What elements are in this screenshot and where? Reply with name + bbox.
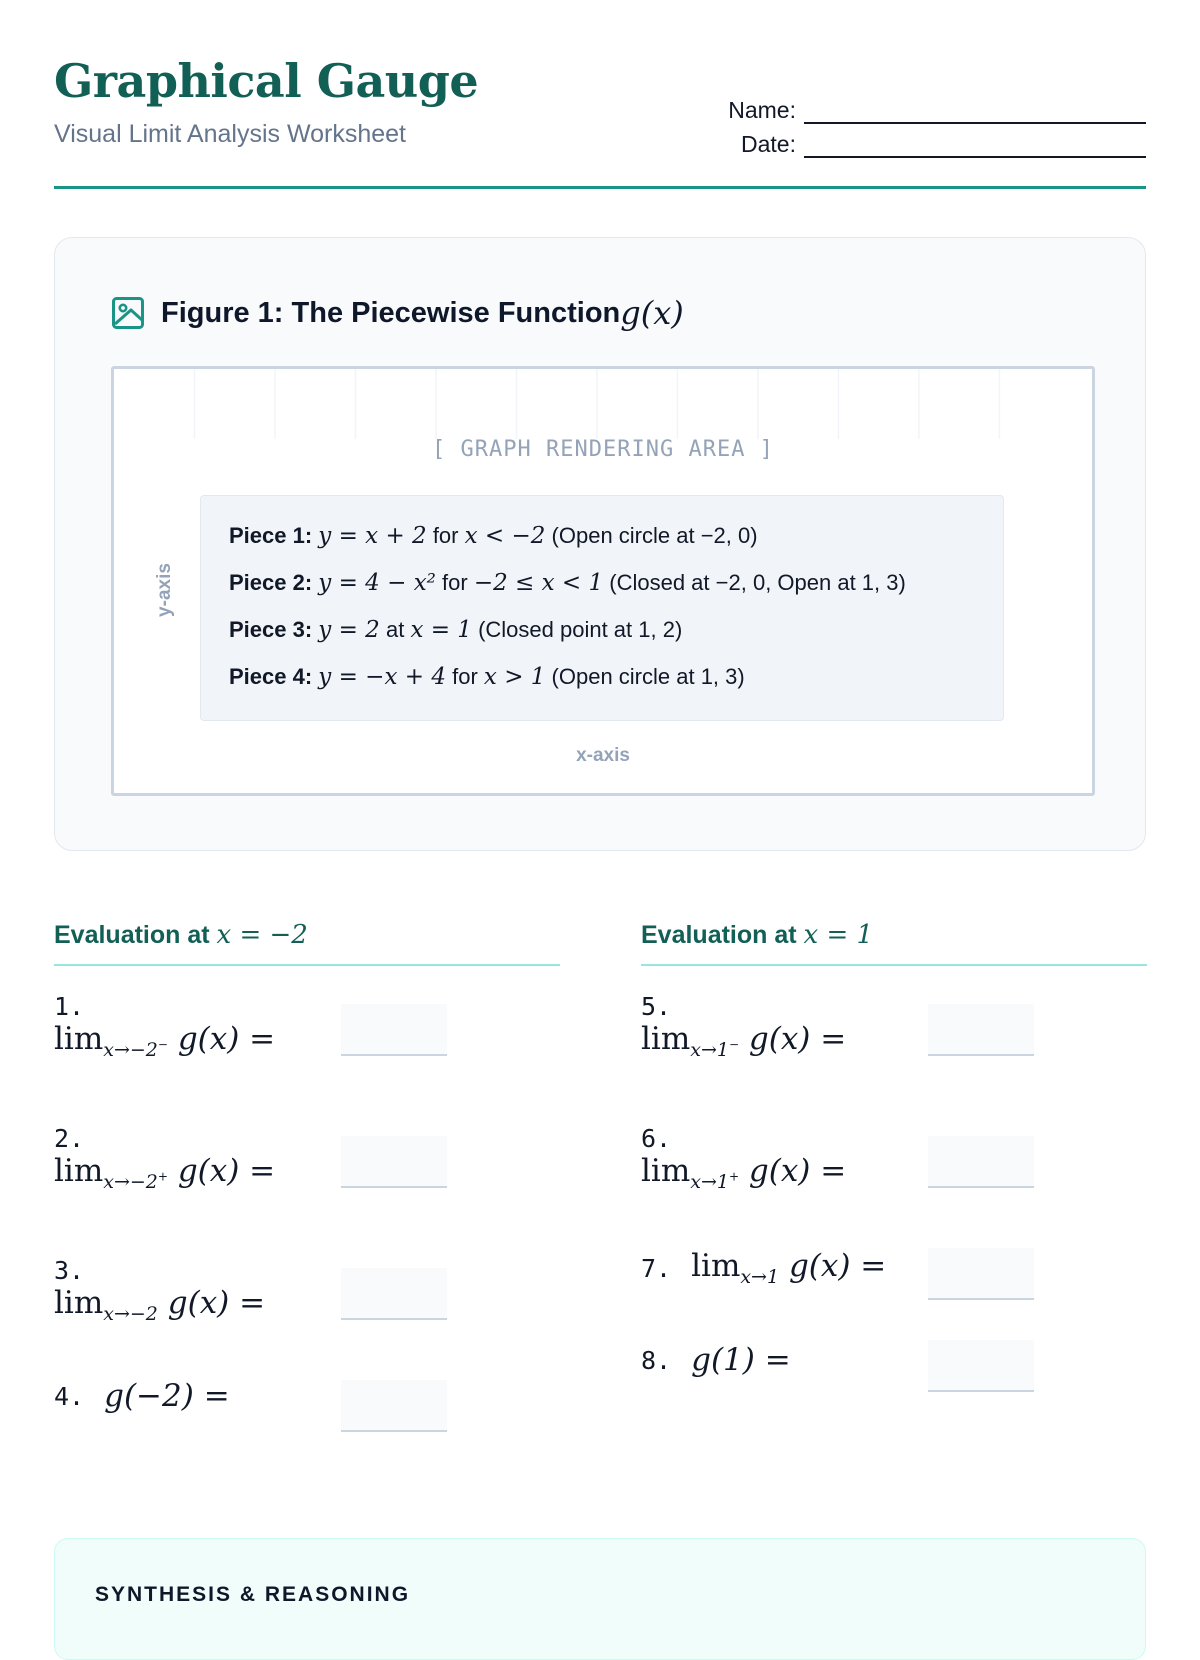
question-expression [691,1248,886,1288]
question-number: 2. [54,1124,85,1153]
piece-label: Piece 1: [229,523,313,548]
question-7 [641,1248,886,1288]
evaluation-section-left [54,920,560,1414]
question-expression [54,1285,265,1325]
answer-box-4[interactable] [341,1380,447,1432]
question-expression [641,1021,846,1061]
image-icon [111,296,145,330]
question-8 [641,1342,791,1378]
section-heading-math: x = 1 [803,920,874,950]
date-label: Date: [741,131,796,157]
question-expression [104,1378,230,1414]
function-expression: g(x) = [177,1153,276,1189]
question-2 [54,1124,275,1193]
answer-box-7[interactable] [928,1248,1034,1300]
piece-equation: y = −x + 4 [318,664,446,690]
limit-operator: lim [641,1021,691,1057]
limit-operator: lim [54,1021,104,1057]
question-number: 5. [641,992,672,1021]
answer-box-6[interactable] [928,1136,1034,1188]
piece-condition: −2 ≤ x < 1 [473,570,604,596]
limit-approach: x→−2 [103,1039,158,1062]
question-6 [641,1124,846,1193]
function-expression: g(x) = [177,1021,276,1057]
piece-label: Piece 4: [229,664,313,689]
answer-box-5[interactable] [928,1004,1034,1056]
piece-note: (Open circle at −2, 0) [551,523,758,548]
limit-operator: lim [691,1248,741,1284]
question-number: 1. [54,992,85,1021]
name-field-row [726,90,1146,124]
figure-heading [111,294,684,332]
graph-placeholder-text: [ GRAPH RENDERING AREA ] [432,437,774,462]
limit-operator: lim [641,1153,691,1189]
limit-operator: lim [54,1285,104,1321]
section-heading-text: Evaluation at [54,921,210,949]
section-heading-text: Evaluation at [641,921,797,949]
question-expression [54,1021,275,1061]
question-number: 8. [641,1345,672,1375]
student-fields [726,90,1146,158]
function-expression: g(x) = [788,1248,887,1284]
piece-label: Piece 2: [229,570,313,595]
piece-note: (Open circle at 1, 3) [551,664,745,689]
figure-function-name: g(x) [620,294,684,332]
piece-condition-word: for [452,664,478,689]
piece-label: Piece 3: [229,617,313,642]
grid-lines [114,369,1092,439]
limit-approach: x→−2 [103,1171,158,1194]
piece-equation: y = 4 − x² [318,570,436,596]
limit-side: − [728,1037,740,1052]
section-heading-math: x = −2 [216,920,308,950]
limit-approach: x→1 [740,1266,780,1289]
name-field[interactable] [804,100,1146,124]
piece-equation: y = 2 [318,617,380,643]
question-5 [641,992,846,1061]
function-expression: g(x) = [748,1153,847,1189]
worksheet-header [54,0,1146,189]
piece-3 [229,612,1003,659]
limit-side: − [157,1037,168,1052]
limit-operator: lim [54,1153,104,1189]
function-expression: g(x) = [748,1021,847,1057]
piece-2 [229,565,1003,612]
answer-box-8[interactable] [928,1340,1034,1392]
limit-approach: x→1 [690,1039,729,1062]
function-expression: g(−2) = [104,1378,230,1414]
question-3 [54,1256,265,1325]
piece-condition: x = 1 [410,617,472,643]
worksheet-page [54,0,1146,1606]
figure-title: Figure 1: The Piecewise Function [161,296,621,329]
limit-side: + [728,1169,740,1184]
piece-condition: x > 1 [483,664,546,690]
x-axis-label: x-axis [576,745,630,766]
piece-4 [229,659,1003,706]
graph-area [111,366,1095,796]
function-expression: g(1) = [691,1342,791,1378]
question-1 [54,992,275,1061]
piece-note: (Closed point at 1, 2) [478,617,683,642]
piece-note: (Closed at −2, 0, Open at 1, 3) [609,570,906,595]
answer-box-3[interactable] [341,1268,447,1320]
section-heading [641,920,1147,966]
piece-equation: y = x + 2 [318,523,427,549]
date-field-row [726,124,1146,158]
question-expression [641,1153,846,1193]
section-heading [54,920,560,966]
y-axis-label: y-axis [153,563,175,617]
piece-condition-word: for [432,523,459,548]
name-label: Name: [728,97,796,123]
synthesis-title: SYNTHESIS & REASONING [95,1583,411,1606]
question-expression [691,1342,791,1378]
piece-definitions [200,495,1004,721]
limit-side: + [157,1169,168,1184]
question-number: 6. [641,1124,672,1153]
page-title: Graphical Gauge [54,54,479,108]
function-expression: g(x) = [167,1285,266,1321]
figure-card [54,237,1146,851]
question-number: 4. [54,1381,85,1411]
question-number: 7. [641,1253,672,1283]
limit-approach: x→−2 [103,1303,158,1326]
question-expression [54,1153,275,1193]
date-field[interactable] [804,134,1146,158]
synthesis-section [54,1538,1146,1660]
piece-1 [229,518,1003,565]
piece-condition-word: for [442,570,468,595]
limit-approach: x→1 [690,1171,729,1194]
question-4 [54,1378,230,1414]
page-subtitle: Visual Limit Analysis Worksheet [54,120,407,148]
evaluation-section-right [641,920,1147,1378]
answer-box-2[interactable] [341,1136,447,1188]
question-number: 3. [54,1256,85,1285]
piece-condition: x < −2 [464,523,546,549]
answer-box-1[interactable] [341,1004,447,1056]
piece-condition-word: at [385,617,405,642]
